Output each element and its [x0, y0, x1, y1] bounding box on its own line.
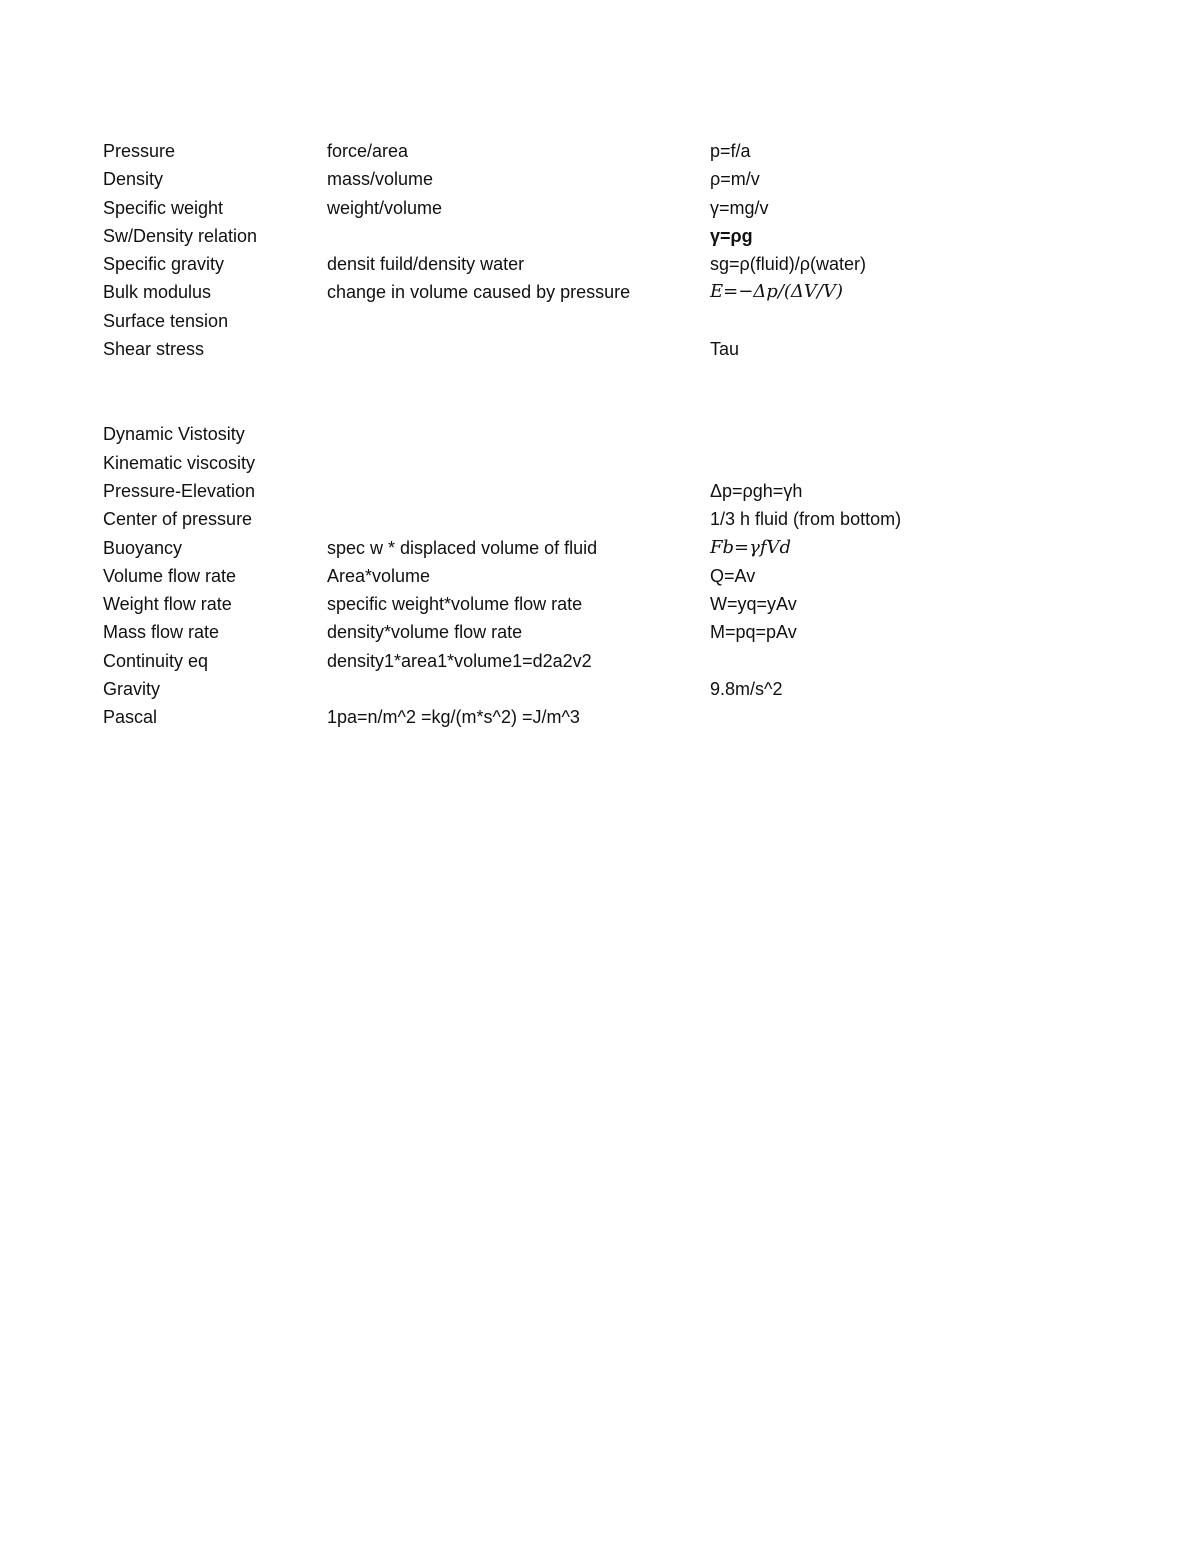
formula-cell: γ=ρg	[710, 225, 753, 246]
term-cell: Mass flow rate	[103, 622, 220, 643]
formula-cell: Q=Av	[710, 565, 756, 586]
formula-cell: Tau	[710, 339, 740, 360]
row-kinematic-viscosity	[103, 449, 1003, 477]
term-cell: Pascal	[103, 707, 158, 728]
formula-cell: γ=mg/v	[710, 197, 769, 218]
row-volume-flow-rate	[103, 562, 1003, 590]
row-gravity	[103, 675, 1003, 703]
row-specific-weight	[103, 194, 1003, 222]
formula-sheet	[103, 137, 1003, 732]
description-cell: Area*volume	[327, 565, 431, 586]
term-cell: Weight flow rate	[103, 594, 232, 615]
row-buoyancy	[103, 534, 1003, 562]
row-bulk-modulus	[103, 278, 1003, 306]
description-cell: force/area	[327, 141, 409, 161]
row-pascal	[103, 703, 1003, 731]
description-cell: 1pa=n/m^2 =kg/(m*s^2) =J/m^3	[327, 707, 580, 728]
row-blank-spacer	[103, 363, 1003, 420]
description-cell: density1*area1*volume1=d2a2v2	[327, 650, 592, 671]
description-cell: mass/volume	[327, 169, 434, 190]
term-cell: Buoyancy	[103, 537, 183, 558]
row-specific-gravity	[103, 250, 1003, 278]
description-cell: density*volume flow rate	[327, 622, 523, 643]
row-mass-flow-rate	[103, 618, 1003, 646]
formula-cell: 9.8m/s^2	[710, 679, 783, 700]
row-center-of-pressure	[103, 505, 1003, 533]
term-cell: Shear stress	[103, 339, 205, 360]
description-cell: weight/volume	[327, 197, 443, 218]
formula-cell: ρ=m/v	[710, 169, 760, 190]
term-cell: Center of pressure	[103, 509, 253, 530]
row-weight-flow-rate	[103, 590, 1003, 618]
formula-cell: M=pq=pAv	[710, 622, 797, 643]
formula-cell: W=yq=yAv	[710, 594, 797, 615]
row-density	[103, 165, 1003, 193]
row-shear-stress	[103, 335, 1003, 363]
term-cell: Pressure-Elevation	[103, 480, 256, 501]
term-cell: Specific gravity	[103, 254, 225, 275]
row-pressure-elevation	[103, 477, 1003, 505]
row-pressure	[103, 137, 1003, 165]
term-cell: Dynamic Vistosity	[103, 424, 245, 445]
formula-cell: E=−Δp/(ΔV/V)	[710, 281, 843, 303]
term-cell: Surface tension	[103, 310, 229, 331]
formula-cell: Δp=ρgh=γh	[710, 480, 803, 501]
row-continuity-eq	[103, 647, 1003, 675]
term-cell: Pressure	[103, 141, 176, 161]
description-cell: spec w * displaced volume of fluid	[327, 537, 598, 558]
description-cell: change in volume caused by pressure	[327, 282, 631, 303]
description-cell: densit fuild/density water	[327, 254, 525, 275]
description-cell: specific weight*volume flow rate	[327, 594, 583, 615]
term-cell: Continuity eq	[103, 650, 209, 671]
row-surface-tension	[103, 307, 1003, 335]
row-sw-density-relation	[103, 222, 1003, 250]
row-dynamic-viscosity	[103, 420, 1003, 448]
term-cell: Density	[103, 169, 164, 190]
term-cell: Gravity	[103, 679, 161, 700]
formula-cell: Fb=γfVd	[710, 536, 792, 558]
term-cell: Kinematic viscosity	[103, 452, 256, 473]
term-cell: Specific weight	[103, 197, 224, 218]
term-cell: Volume flow rate	[103, 565, 237, 586]
term-cell: Bulk modulus	[103, 282, 212, 303]
formula-cell: p=f/a	[710, 141, 751, 161]
term-cell: Sw/Density relation	[103, 225, 258, 246]
formula-cell: 1/3 h fluid (from bottom)	[710, 509, 902, 530]
formula-cell: sg=ρ(fluid)/ρ(water)	[710, 254, 867, 275]
